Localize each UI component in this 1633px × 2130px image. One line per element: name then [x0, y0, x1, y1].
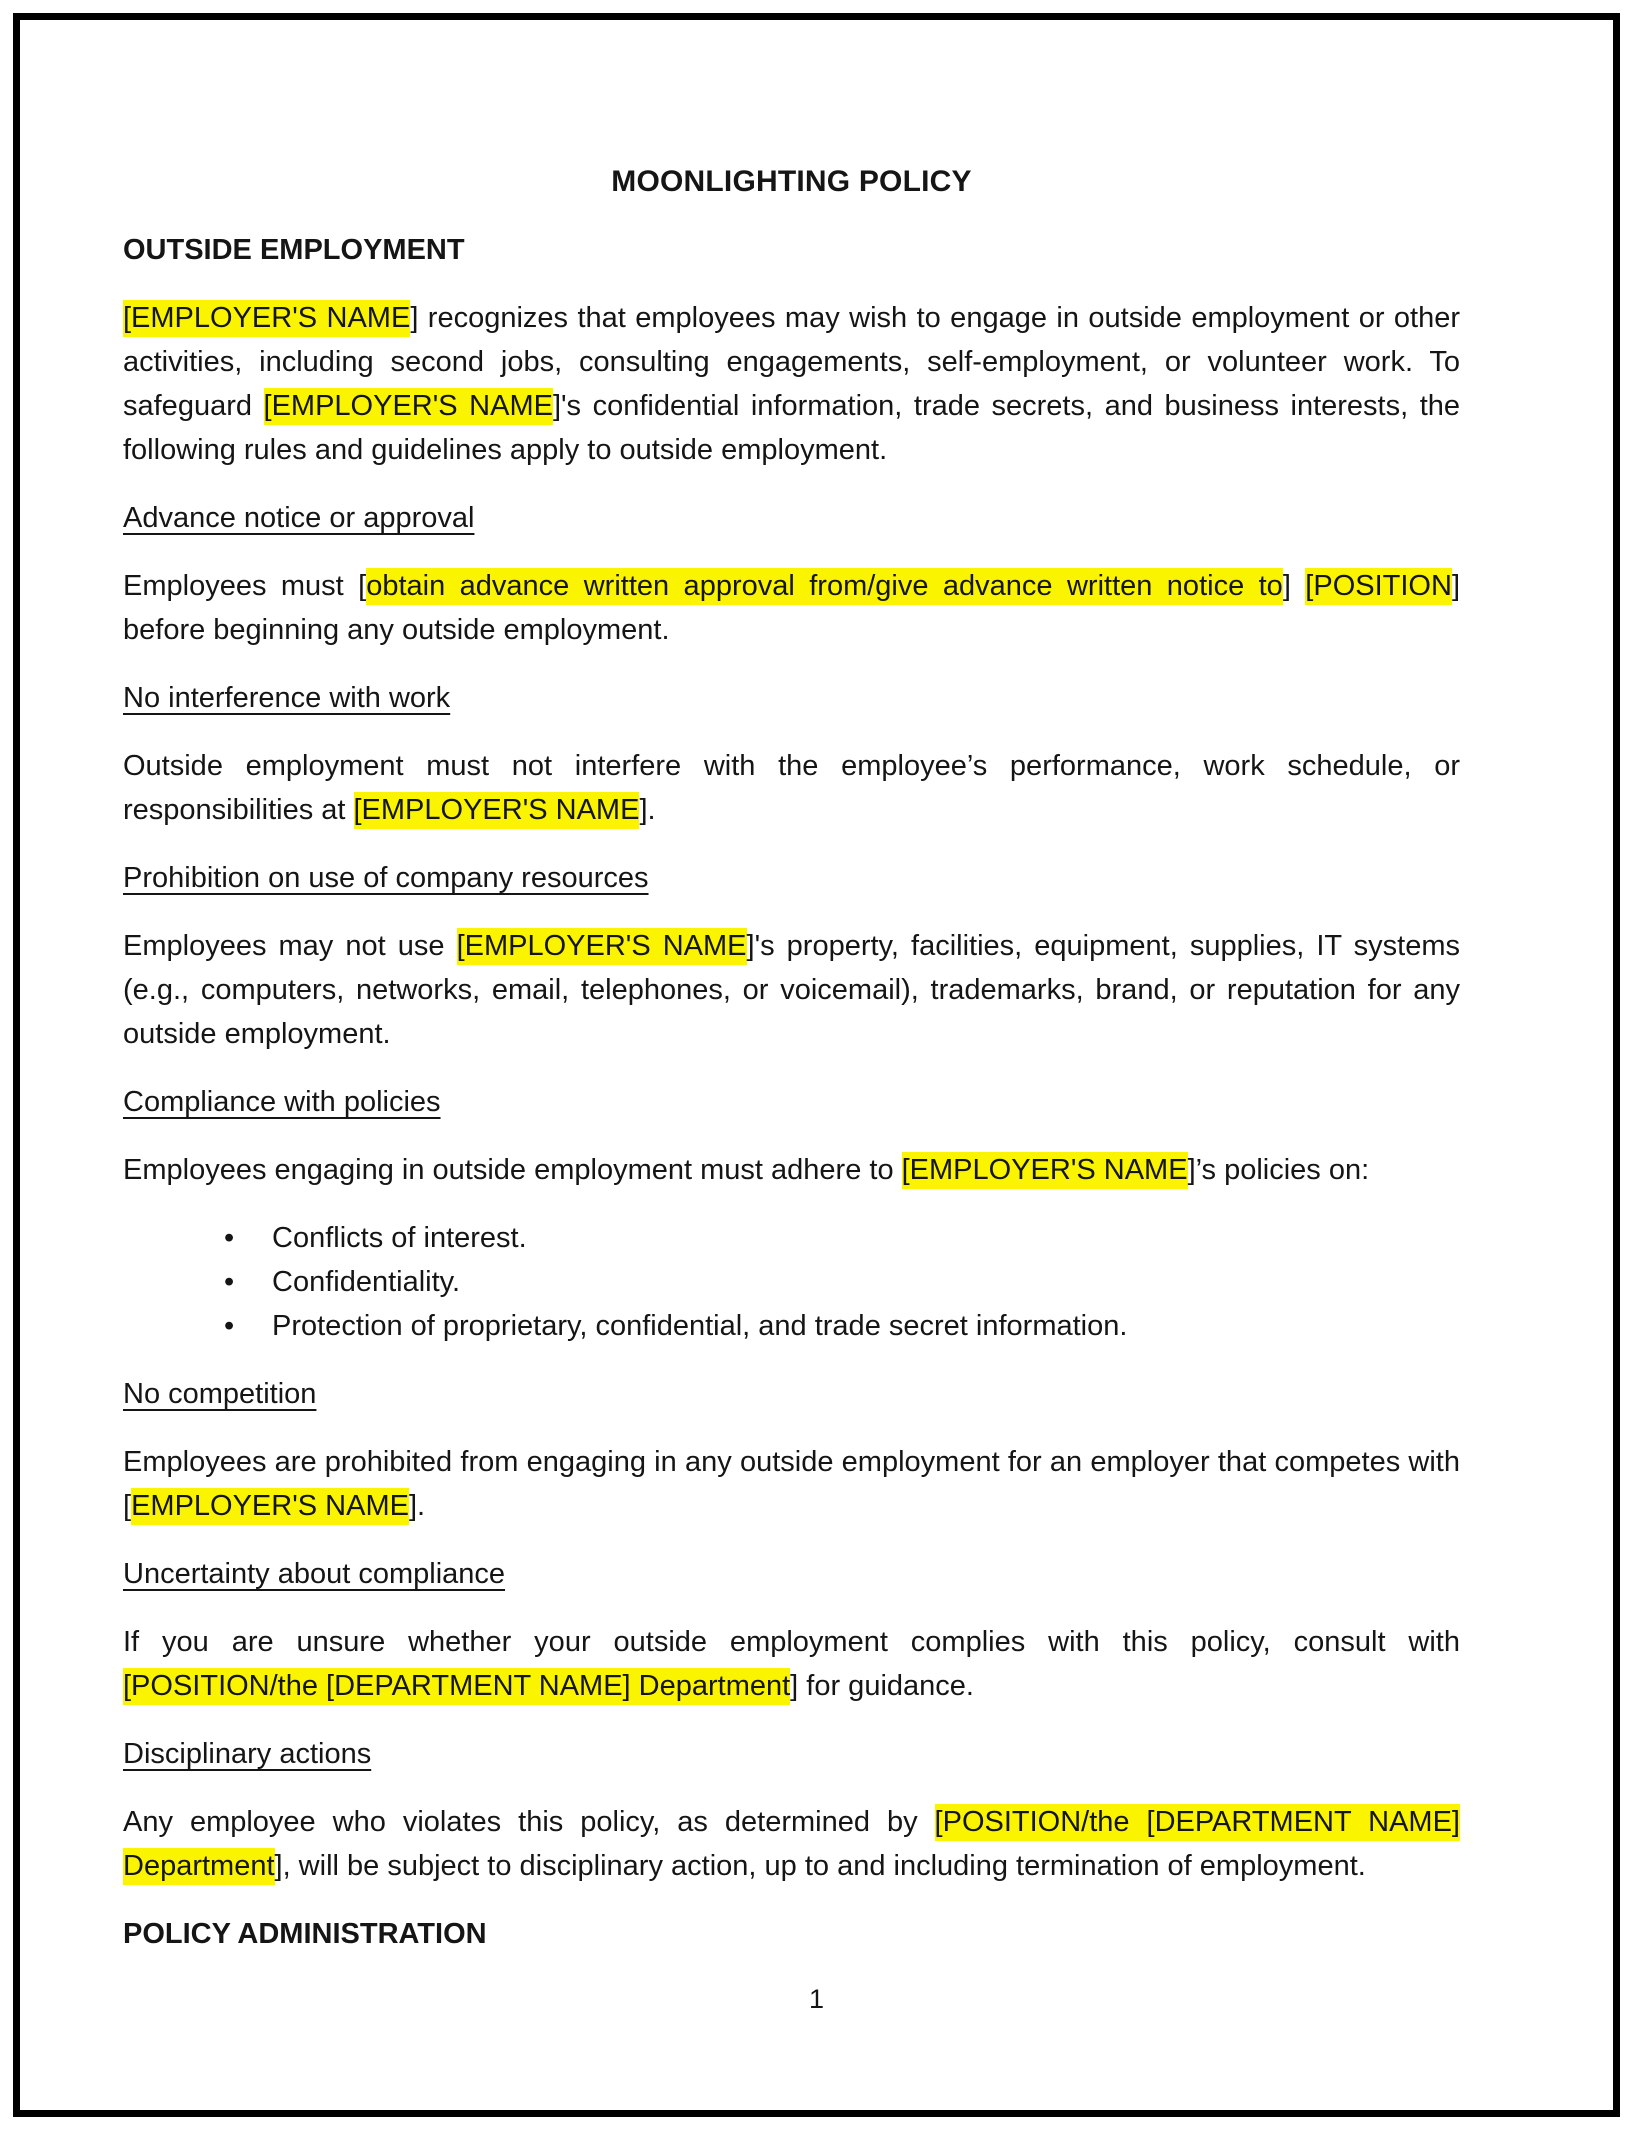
- text-run: ]’s policies on:: [1187, 1154, 1370, 1186]
- paragraph: [123, 296, 1460, 472]
- highlighted-placeholder: [EMPLOYER'S NAME: [123, 300, 410, 337]
- text-run: ].: [408, 1490, 426, 1522]
- highlighted-placeholder: [POSITION: [1305, 568, 1452, 605]
- text-run: ]: [1282, 570, 1306, 602]
- text-run: ]'s property, facilities, equipment, supplies, IT systems (e.g., computers, networks, email, telephones, or voicemail), trademarks, brand, or reputation for any outside employment.: [123, 930, 1460, 1050]
- text-run: If you are unsure whether your outside employment complies with this policy, consult with: [123, 1626, 1460, 1658]
- section-heading: OUTSIDE EMPLOYMENT: [123, 234, 465, 266]
- bullet-icon: •: [224, 1266, 235, 1298]
- text-run: ] recognizes that employees may wish to engage in outside employment or other activities, including second jobs, consulting engagements, self-employment, or volunteer work. To safeguard: [123, 302, 1461, 422]
- highlighted-placeholder: EMPLOYER'S NAME: [131, 1488, 409, 1525]
- subsection-heading-label: Uncertainty about compliance: [123, 1558, 506, 1590]
- paragraph: [123, 1620, 1460, 1708]
- subsection-heading-label: Advance notice or approval: [123, 502, 475, 534]
- paragraph: [123, 1800, 1460, 1888]
- subsection-heading: [123, 676, 1460, 720]
- page-title: MOONLIGHTING POLICY: [611, 165, 972, 198]
- highlighted-placeholder: [EMPLOYER'S NAME: [264, 388, 553, 425]
- subsection-heading: [123, 1080, 1460, 1124]
- text-run: Employees may not use: [123, 930, 457, 962]
- subsection-heading: [123, 856, 1460, 900]
- text-run: Employees must [: [123, 570, 367, 602]
- document-content: [123, 160, 1460, 1980]
- paragraph: [123, 564, 1460, 652]
- list-item: [123, 1304, 1460, 1348]
- text-run: ]'s confidential information, trade secrets, and business interests, the following rules and guidelines apply to outside employment.: [123, 390, 1461, 466]
- text-run: Employees are prohibited from engaging in any outside employment for an employer that competes with [: [123, 1446, 1460, 1522]
- page-number: 1: [808, 1984, 825, 2014]
- subsection-heading-label: No interference with work: [123, 682, 451, 714]
- subsection-heading-label: Compliance with policies: [123, 1086, 441, 1118]
- list-item: [123, 1216, 1460, 1260]
- bullet-list: [123, 1216, 1460, 1348]
- subsection-heading-label: Disciplinary actions: [123, 1738, 372, 1770]
- paragraph: [123, 744, 1460, 832]
- paragraph: [123, 1440, 1460, 1528]
- list-item-label: Conflicts of interest.: [272, 1222, 527, 1254]
- text-run: ], will be subject to disciplinary action, up to and including termination of employment.: [274, 1850, 1366, 1882]
- paragraph: [123, 924, 1460, 1056]
- text-run: Employees engaging in outside employment must adhere to: [123, 1154, 902, 1186]
- text-run: ] before beginning any outside employment.: [123, 570, 1460, 646]
- document-body: [123, 228, 1460, 1956]
- highlighted-placeholder: obtain advance written approval from/give advance written notice to: [366, 568, 1283, 605]
- subsection-heading: [123, 496, 1460, 540]
- highlighted-placeholder: [EMPLOYER'S NAME: [354, 792, 640, 829]
- bullet-icon: •: [224, 1310, 235, 1342]
- list-item: [123, 1260, 1460, 1304]
- highlighted-placeholder: [EMPLOYER'S NAME: [902, 1152, 1188, 1189]
- text-run: Any employee who violates this policy, as determined by: [123, 1806, 935, 1838]
- bullet-icon: •: [224, 1222, 235, 1254]
- highlighted-placeholder: [POSITION/the [DEPARTMENT NAME] Department: [123, 1668, 790, 1705]
- list-item-label: Protection of proprietary, confidential, and trade secret information.: [272, 1310, 1128, 1342]
- text-run: ].: [639, 794, 656, 826]
- subsection-heading-label: Prohibition on use of company resources: [123, 862, 649, 894]
- subsection-heading: [123, 1552, 1460, 1596]
- subsection-heading-label: No competition: [123, 1378, 317, 1410]
- subsection-heading: [123, 1732, 1460, 1776]
- section-heading: POLICY ADMINISTRATION: [123, 1918, 487, 1950]
- text-run: Outside employment must not interfere with the employee’s performance, work schedule, or responsibilities at: [123, 750, 1460, 826]
- text-run: ] for guidance.: [790, 1670, 974, 1702]
- paragraph: [123, 1148, 1460, 1192]
- subsection-heading: [123, 1372, 1460, 1416]
- highlighted-placeholder: [EMPLOYER'S NAME: [457, 928, 747, 965]
- highlighted-placeholder: [POSITION/the [DEPARTMENT NAME] Department: [123, 1804, 1460, 1885]
- list-item-label: Confidentiality.: [272, 1266, 461, 1298]
